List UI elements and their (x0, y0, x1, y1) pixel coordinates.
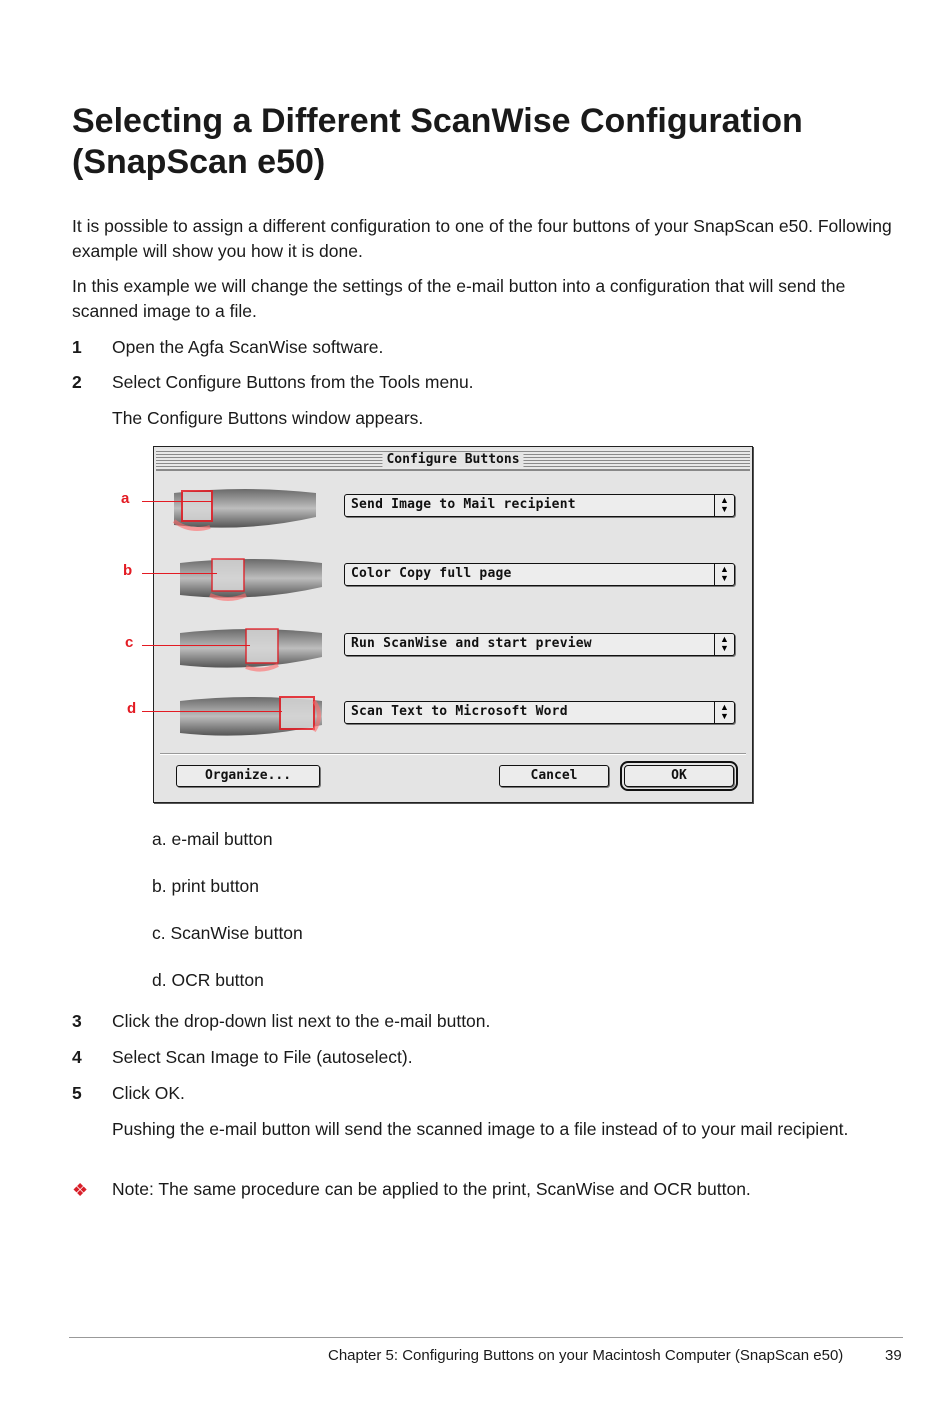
note-text: Note: The same procedure can be applied to the print, ScanWise and OCR button. (112, 1179, 751, 1199)
updown-arrows-icon: ▲ ▼ (714, 495, 734, 516)
updown-arrows-icon: ▲ ▼ (714, 702, 734, 723)
legend-a: a. e-mail button (152, 829, 273, 849)
legend-b: b. print button (152, 876, 260, 896)
updown-arrows-icon: ▲ ▼ (714, 564, 734, 585)
dialog-divider (160, 753, 746, 755)
example-paragraph: In this example we will change the settings of the e-mail button into a configuration that will send the scanned image to a file. (72, 276, 846, 321)
scanner-scanwise-button-icon (176, 627, 322, 671)
window-appears-text: The Configure Buttons window appears. (112, 408, 424, 428)
cancel-button[interactable]: Cancel (499, 765, 609, 787)
callout-b: b (123, 562, 133, 579)
config-select-value: Send Image to Mail recipient (351, 497, 576, 512)
step-number: 3 (72, 1011, 82, 1031)
organize-button[interactable]: Organize... (176, 765, 320, 787)
legend-c: c. ScanWise button (152, 923, 303, 943)
config-select-d[interactable] (344, 701, 735, 724)
diamond-bullet-icon: ❖ (72, 1180, 89, 1200)
callout-line-a (142, 501, 212, 502)
updown-arrows-icon: ▲ ▼ (714, 634, 734, 655)
scanner-ocr-button-icon (176, 695, 322, 739)
step-text: Click OK. (112, 1083, 185, 1103)
config-select-c[interactable] (344, 633, 735, 656)
step-number: 4 (72, 1047, 82, 1067)
page-title: Selecting a Different ScanWise Configuration (SnapScan e50) (72, 102, 803, 181)
config-select-value: Run ScanWise and start preview (351, 636, 592, 651)
step-number: 5 (72, 1083, 82, 1103)
callout-line-d (142, 711, 282, 712)
config-select-b[interactable] (344, 563, 735, 586)
scanner-print-button-icon (176, 557, 322, 601)
step-text: Select Configure Buttons from the Tools menu. (112, 372, 474, 392)
config-select-value: Color Copy full page (351, 566, 512, 581)
dialog-titlebar[interactable] (156, 449, 750, 471)
footer-rule (69, 1337, 903, 1338)
callout-c: c (125, 634, 134, 651)
callout-d: d (127, 700, 137, 717)
step-number: 1 (72, 337, 82, 357)
intro-paragraph: It is possible to assign a different configuration to one of the four buttons of your SnapScan e50. Following example will show you how it is done. (72, 216, 892, 261)
page-number: 39 (885, 1347, 902, 1364)
step-text: Click the drop-down list next to the e-mail button. (112, 1011, 491, 1031)
step-text: Open the Agfa ScanWise software. (112, 337, 384, 357)
step-number: 2 (72, 372, 82, 392)
legend-d: d. OCR button (152, 970, 264, 990)
callout-line-b (142, 573, 217, 574)
footer-chapter: Chapter 5: Configuring Buttons on your Macintosh Computer (SnapScan e50) (328, 1347, 844, 1364)
result-paragraph: Pushing the e-mail button will send the scanned image to a file instead of to your mail recipient. (112, 1119, 849, 1139)
callout-a: a (121, 490, 130, 507)
configure-buttons-dialog (153, 446, 753, 803)
config-select-a[interactable] (344, 494, 735, 517)
step-text: Select Scan Image to File (autoselect). (112, 1047, 413, 1067)
ok-button[interactable]: OK (624, 765, 734, 787)
dialog-title: Configure Buttons (382, 452, 523, 467)
callout-line-c (142, 645, 250, 646)
scanner-email-button-icon (170, 487, 316, 531)
config-select-value: Scan Text to Microsoft Word (351, 704, 568, 719)
